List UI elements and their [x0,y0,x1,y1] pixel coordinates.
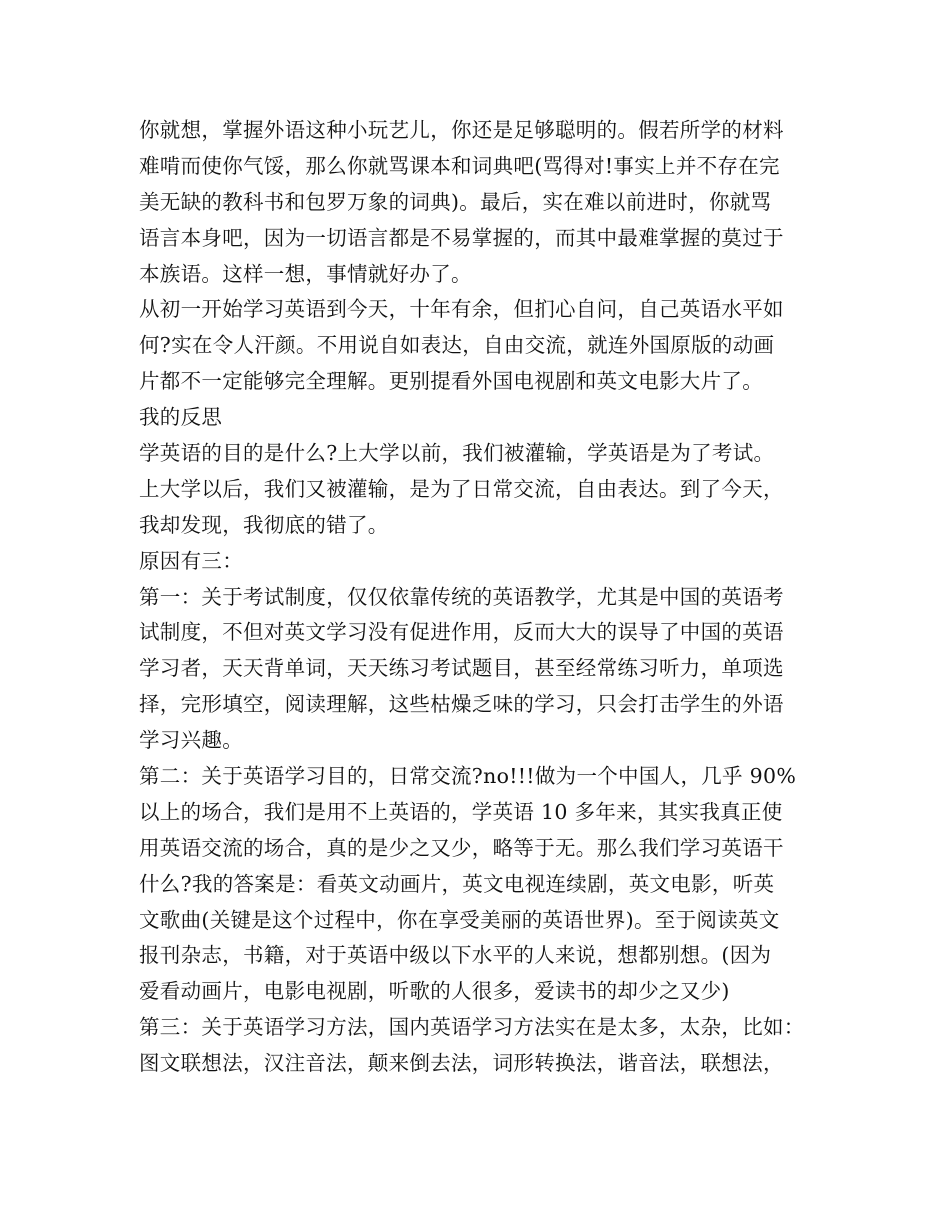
text-line: 择，完形填空，阅读理解，这些枯燥乏味的学习，只会打击学生的外语 [139,692,784,717]
text-line: 报刊杂志，书籍，对于英语中级以下水平的人来说，想都别想。(因为 [139,943,772,968]
text-line: 难啃而使你气馁，那么你就骂课本和词典吧(骂得对!事实上并不存在完 [139,153,780,178]
text-line: 图文联想法，汉注音法，颠来倒去法，词形转换法，谐音法，联想法， [139,1051,784,1076]
text-line: 以上的场合，我们是用不上英语的，学英语 10 多年来，其实我真正使 [139,799,783,824]
text-line: 用英语交流的场合，真的是少之又少，略等于无。那么我们学习英语干 [139,835,784,860]
text-line: 片都不一定能够完全理解。更别提看外国电视剧和英文电影大片了。 [139,369,763,394]
text-line: 你就想，掌握外语这种小玩艺儿，你还是足够聪明的。假若所学的材料 [139,118,784,142]
text-line: 上大学以后，我们又被灌输，是为了日常交流，自由表达。到了今天， [139,476,784,501]
text-line: 美无缺的教科书和包罗万象的词典)。最后，实在难以前进时，你就骂 [139,189,772,214]
text-line: 学习兴趣。 [139,728,243,753]
section-heading: 我的反思 [139,405,223,430]
text-line: 语言本身吧，因为一切语言都是不易掌握的，而其中最难掌握的莫过于 [139,225,784,250]
text-line: 第二：关于英语学习目的，日常交流?no!!!做为一个中国人，几乎 90% [139,764,797,789]
document-page [139,113,819,1082]
text-line: 本族语。这样一想，事情就好办了。 [139,261,472,286]
text-line: 何?实在令人汗颜。不用说自如表达，自由交流，就连外国原版的动画 [139,333,775,358]
text-line: 第三：关于英语学习方法，国内英语学习方法实在是太多，太杂，比如： [139,1015,805,1040]
text-line: 我却发现，我彻底的错了。 [139,512,389,537]
text-line: 学习者，天天背单词，天天练习考试题目，甚至经常练习听力，单项选 [139,656,784,681]
text-line: 文歌曲(关键是这个过程中，你在享受美丽的英语世界)。至于阅读英文 [139,907,780,932]
text-line: 从初一开始学习英语到今天，十年有余，但扪心自问，自己英语水平如 [139,297,784,322]
text-line: 爱看动画片，电影电视剧，听歌的人很多，爱读书的却少之又少) [139,979,730,1004]
text-line: 学英语的目的是什么?上大学以前，我们被灌输，学英语是为了考试。 [139,441,775,466]
text-line: 第一：关于考试制度，仅仅依靠传统的英语教学，尤其是中国的英语考 [139,584,784,609]
text-line: 原因有三： [139,548,243,573]
text-line: 试制度，不但对英文学习没有促进作用，反而大大的误导了中国的英语 [139,620,784,645]
text-line: 什么?我的答案是：看英文动画片，英文电视连续剧，英文电影，听英 [139,871,775,896]
